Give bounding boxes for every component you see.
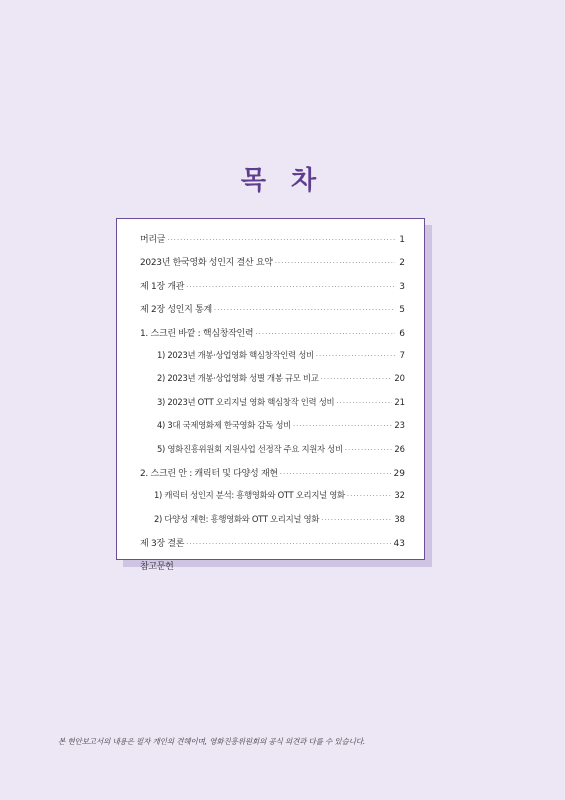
toc-entry-page-number: 32 xyxy=(394,490,405,501)
toc-entry-label: 2) 2023년 개봉·상업영화 성별 개봉 규모 비교 xyxy=(157,373,319,384)
toc-entry[interactable] xyxy=(140,279,405,302)
toc-leader-dots xyxy=(280,470,392,478)
toc-entry[interactable] xyxy=(140,466,405,489)
toc-entry-label: 제 1장 개관 xyxy=(140,281,185,292)
toc-entry-page-number: 5 xyxy=(399,305,405,316)
toc-entry[interactable] xyxy=(140,255,405,278)
toc-entry-label: 1) 캐릭터 성인지 분석: 흥행영화와 OTT 오리지널 영화 xyxy=(154,490,345,501)
toc-entry-page-number: 29 xyxy=(393,468,405,479)
toc-leader-dots xyxy=(167,236,395,244)
toc-entry-label: 2. 스크린 안 : 캐릭터 및 다양성 재현 xyxy=(140,468,278,479)
toc-entry-label: 1) 2023년 개봉·상업영화 핵심창작인력 성비 xyxy=(157,349,314,360)
toc-leader-dots xyxy=(336,399,392,407)
toc-entry-page-number: 1 xyxy=(399,235,405,245)
toc-entry[interactable] xyxy=(140,349,405,372)
toc-entry[interactable] xyxy=(140,232,405,255)
toc-entry-page-number: 26 xyxy=(394,443,405,454)
disclaimer: 본 현안보고서의 내용은 필자 개인의 견해이며, 영화진흥위원회의 공식 의견과 다를 수 있습니다. xyxy=(58,737,366,746)
toc-entry-page-number: 3 xyxy=(399,281,405,292)
toc-leader-dots xyxy=(275,259,395,267)
toc-entry[interactable] xyxy=(140,559,405,582)
toc-entry-label: 참고문헌 xyxy=(140,562,174,573)
toc-entry[interactable] xyxy=(140,326,405,349)
toc-box xyxy=(116,218,425,573)
toc-entry[interactable] xyxy=(140,443,405,466)
toc-leader-dots xyxy=(255,330,395,338)
toc-entry[interactable] xyxy=(140,489,405,512)
toc-leader-dots xyxy=(214,306,395,314)
toc-leader-dots xyxy=(321,375,393,383)
toc-entry-label: 2023년 한국영화 성인지 결산 요약 xyxy=(140,258,273,269)
toc-leader-dots xyxy=(345,446,393,454)
toc-entry-label: 4) 3대 국제영화제 한국영화 감독 성비 xyxy=(157,420,291,431)
toc-leader-dots xyxy=(293,422,392,430)
toc-leader-dots xyxy=(186,540,391,548)
toc-entry-label: 3) 2023년 OTT 오리지널 영화 핵심창작 인력 성비 xyxy=(157,396,335,407)
toc-list xyxy=(140,232,405,583)
toc-entry-label: 5) 영화진흥위원회 지원사업 선정작 주요 지원자 성비 xyxy=(157,443,343,454)
page-title: 목 차 xyxy=(240,166,325,196)
toc-entry-label: 2) 다양성 재현: 흥행영화와 OTT 오리지널 영화 xyxy=(154,513,320,524)
toc-entry-label: 1. 스크린 바깥 : 핵심창작인력 xyxy=(140,328,254,339)
toc-entry-page-number: 6 xyxy=(399,328,405,339)
toc-entry-page-number: 43 xyxy=(393,539,405,550)
toc-entry-page-number: 7 xyxy=(399,349,405,360)
toc-entry[interactable] xyxy=(140,302,405,325)
toc-entry-label: 머리글 xyxy=(140,235,166,245)
toc-leader-dots xyxy=(186,283,395,291)
toc-entry-label: 제 3장 결론 xyxy=(140,539,185,550)
toc-entry-page-number: 21 xyxy=(394,396,405,407)
toc-entry[interactable] xyxy=(140,419,405,442)
toc-entry-page-number: 23 xyxy=(394,420,405,431)
toc-leader-dots xyxy=(347,492,392,500)
toc-entry[interactable] xyxy=(140,396,405,419)
toc-entry-page-number: 38 xyxy=(394,513,405,524)
toc-entry[interactable] xyxy=(140,372,405,395)
toc-leader-dots xyxy=(321,516,392,524)
toc-entry[interactable] xyxy=(140,536,405,559)
toc-entry-page-number: 20 xyxy=(394,373,405,384)
toc-entry-label: 제 2장 성인지 통계 xyxy=(140,305,212,316)
toc-leader-dots xyxy=(316,352,395,360)
toc-entry-page-number: 2 xyxy=(399,258,405,269)
toc-entry[interactable] xyxy=(140,513,405,536)
